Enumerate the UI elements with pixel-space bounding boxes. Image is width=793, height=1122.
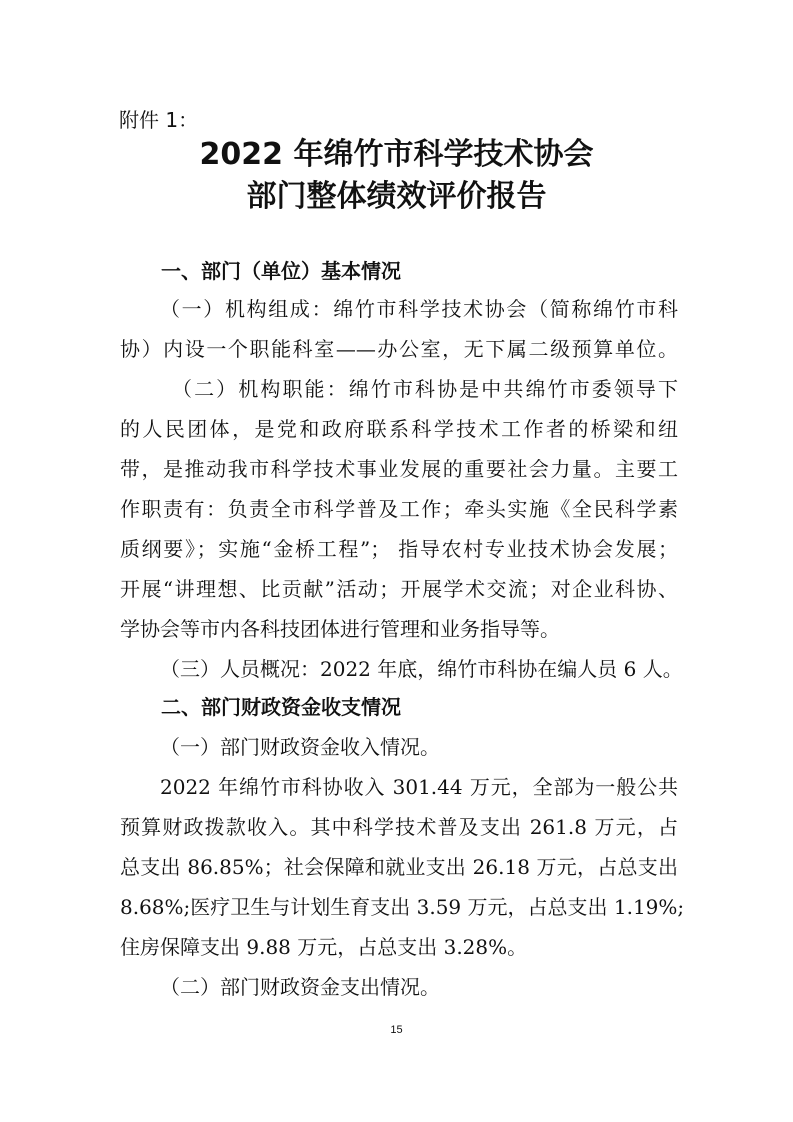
paragraph-line: 作职责有：负责全市科学普及工作；牵头实施《全民科学素 — [120, 497, 678, 521]
paragraph-line: 学协会等市内各科技团体进行管理和业务指导等。 — [120, 617, 560, 641]
paragraph-line: 协）内设一个职能科室——办公室，无下属二级预算单位。 — [120, 337, 678, 361]
paragraph-line: 2022 年绵竹市科协收入 301.44 万元，全部为一般公共 — [160, 775, 678, 799]
section-heading-finance: 二、部门财政资金收支情况 — [161, 695, 401, 719]
page-number: 15 — [390, 1024, 403, 1036]
paragraph-line: （二）机构职能：绵竹市科协是中共绵竹市委领导下 — [172, 377, 678, 401]
paragraph-line: 带，是推动我市科学技术事业发展的重要社会力量。主要工 — [120, 457, 678, 481]
section-heading-basic-info: 一、部门（单位）基本情况 — [161, 259, 401, 283]
paragraph-line: （三）人员概况：2022 年底，绵竹市科协在编人员 6 人。 — [160, 657, 683, 681]
paragraph-line: 预算财政拨款收入。其中科学技术普及支出 261.8 万元，占 — [120, 815, 678, 839]
attachment-label: 附件 1： — [119, 108, 199, 132]
subsection-heading-expenditure: （二）部门财政资金支出情况。 — [160, 975, 440, 999]
report-title-line-2: 部门整体绩效评价报告 — [246, 179, 547, 214]
paragraph-line: 的人民团体，是党和政府联系科学技术工作者的桥梁和纽 — [120, 417, 678, 441]
paragraph-line: （一）机构组成：绵竹市科学技术协会（简称绵竹市科 — [160, 297, 678, 321]
paragraph-line: 住房保障支出 9.88 万元，占总支出 3.28%。 — [120, 935, 528, 959]
paragraph-line: 开展“讲理想、比贡献”活动；开展学术交流；对企业科协、 — [120, 577, 678, 601]
report-title-line-1: 2022 年绵竹市科学技术协会 — [199, 137, 594, 172]
paragraph-line: 质纲要》；实施“金桥工程”； 指导农村专业技术协会发展； — [120, 537, 678, 561]
paragraph-line: 总支出 86.85%；社会保障和就业支出 26.18 万元，占总支出 — [120, 855, 678, 879]
subsection-heading-income: （一）部门财政资金收入情况。 — [160, 735, 440, 759]
paragraph-line: 8.68%;医疗卫生与计划生育支出 3.59 万元，占总支出 1.19%; — [120, 895, 685, 919]
